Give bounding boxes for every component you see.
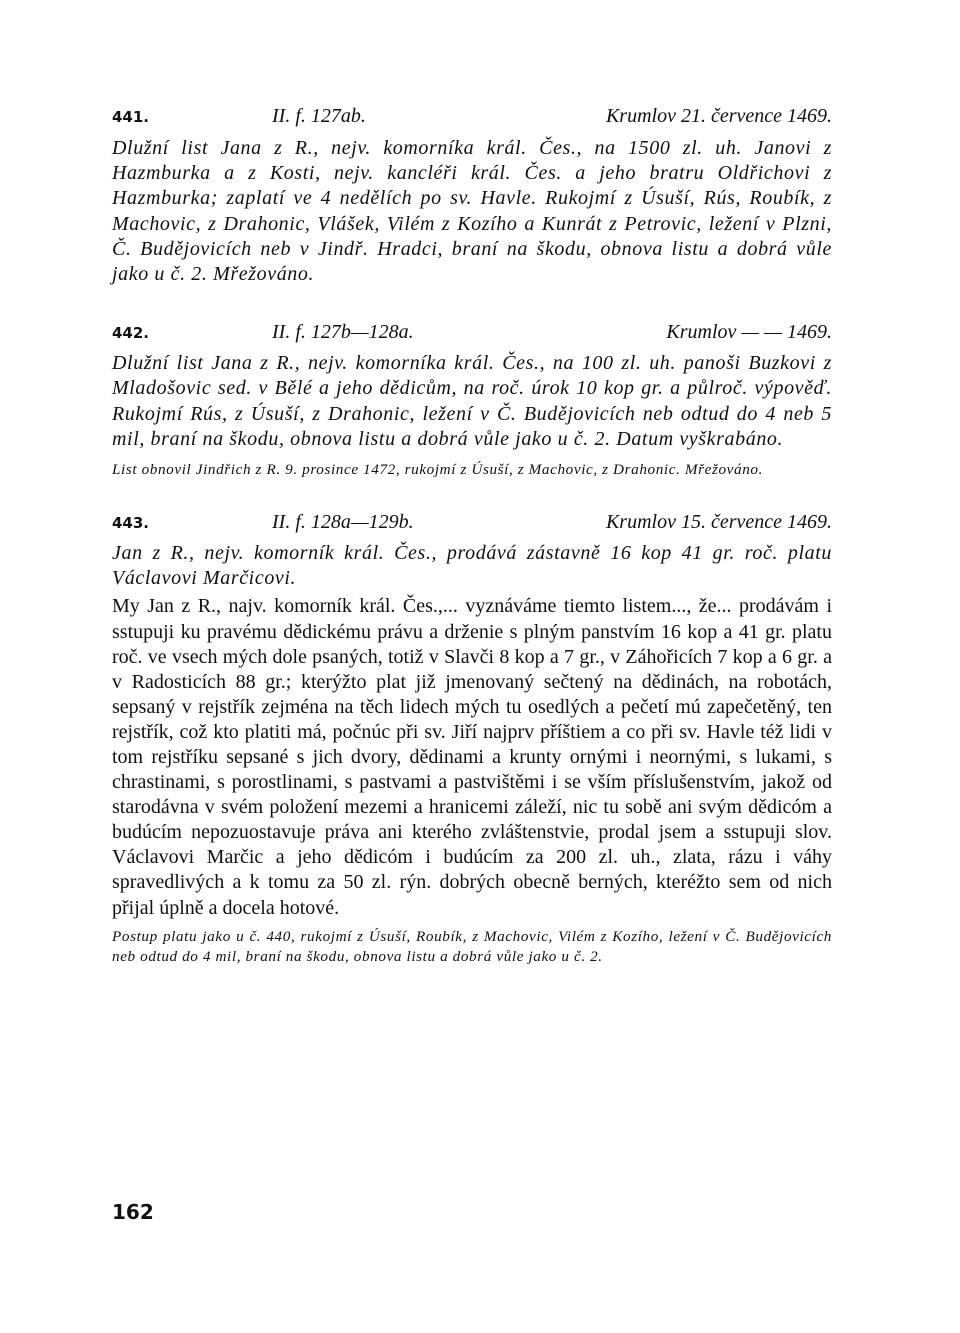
document-page	[112, 104, 832, 967]
entry-note: Postup platu jako u č. 440, rukojmí z Úsuší, Roubík, z Machovic, Vilém z Kozího, ležení v Č. Budějovicích neb odtud do 4 mil, braní na škodu, obnova listu a dobrá vůle jako u č. 2.	[112, 927, 832, 965]
entry-regest: Dlužní list Jana z R., nejv. komorníka král. Čes., na 1500 zl. uh. Janovi z Hazmburka a z Kosti, nejv. kancléři král. Čes. a jeho bratru Oldřichovi z Hazmburka; zaplatí ve 4 nedělích po sv. Havle. Rukojmí z Úsuší, Rús, Roubík, z Machovic, z Drahonic, Vlášek, Vilém z Kozího a Kunrát z Petrovic, ležení v Plzni, Č. Budějovicích neb v Jindř. Hradci, braní na škodu, obnova listu a dobrá vůle jako u č. 2. Mřežováno.	[112, 137, 832, 286]
entry-folio: II. f. 127b—128a.	[272, 321, 414, 344]
entry-442	[112, 320, 832, 480]
entry-header	[112, 320, 832, 346]
entry-place-date: Krumlov 15. července 1469.	[605, 511, 832, 534]
entry-443	[112, 510, 832, 967]
entry-folio: II. f. 127ab.	[272, 105, 366, 127]
entry-number: 443.	[112, 514, 150, 533]
entry-header	[112, 104, 832, 130]
entry-place-date: Krumlov 21. července 1469.	[605, 105, 832, 127]
entry-regest: Dlužní list Jana z R., nejv. komorníka král. Čes., na 100 zl. uh. panoši Buzkovi z Mladošovic sed. v Bělé a jeho dědicům, na roč. úrok 10 kop gr. a půlroč. výpověď. Rukojmí Rús, z Úsuší, z Drahonic, ležení v Č. Budějovicích neb odtud do 4 neb 5 mil, braní na škodu, obnova listu a dobrá vůle jako u č. 2. Datum vyškrabáno.	[112, 352, 832, 450]
entry-header	[112, 510, 832, 536]
entry-note: List obnovil Jindřich z R. 9. prosince 1472, rukojmí z Úsuší, z Machovic, z Drahonic. Mřežováno.	[112, 461, 763, 479]
entry-regest: Jan z R., nejv. komorník král. Čes., prodává zástavně 16 kop 41 gr. roč. platu Václavovi Marčicovi.	[112, 542, 832, 590]
entry-number: 441.	[112, 108, 150, 126]
entry-441	[112, 104, 832, 287]
entry-number: 442.	[112, 324, 150, 343]
entry-body-text: My Jan z R., najv. komorník král. Čes.,... vyznáváme tiemto listem..., že... prodávám i sstupuji ku pravému dědickému právu a drženie s plným panstvím 16 kop a 41 gr. platu roč. ve vsech mých dole psaných, totiž v Slavči 8 kop a 7 gr., v Záhořicích 7 kop a 6 gr. a v Radosticích 88 gr.; kterýžto plat již jmenovaný sečtený na dědinách, na robotách, sepsaný v rejstřík zejména na těch lidech mých tu osedlých a pečetí mú zapečetěný, ten rejstřík, což kto platiti má, počnúc při sv. Jiří najprv příštiem a co při sv. Havle též lidi v tom rejstříku sepsané s jich dvory, dědinami a krunty ornými i neornými, s lukami, s chrastinami, s porostlinami, s pastvami a pastvištěmi i se vším příslušenstvím, jakož od starodávna v svém položení mezemi a hranicemi záleží, nic tu sobě ani svým dědicóm a budúcím nepozuostavuje práva ani kterého zvláštenstvie, prodal jsem a sstupuji slov. Václavovi Marčic a jeho dědicóm i budúcím za 200 zl. uh., zlata, rázu i váhy spravedlivých a k tomu za 50 zl. rýn. dobrých obecně berných, kteréžto sem od nich přijal úplně a docela hotové.	[112, 595, 832, 919]
entry-place-date: Krumlov — — 1469.	[666, 321, 832, 344]
page-number: 162	[112, 1200, 154, 1224]
entry-folio: II. f. 128a—129b.	[272, 511, 414, 534]
